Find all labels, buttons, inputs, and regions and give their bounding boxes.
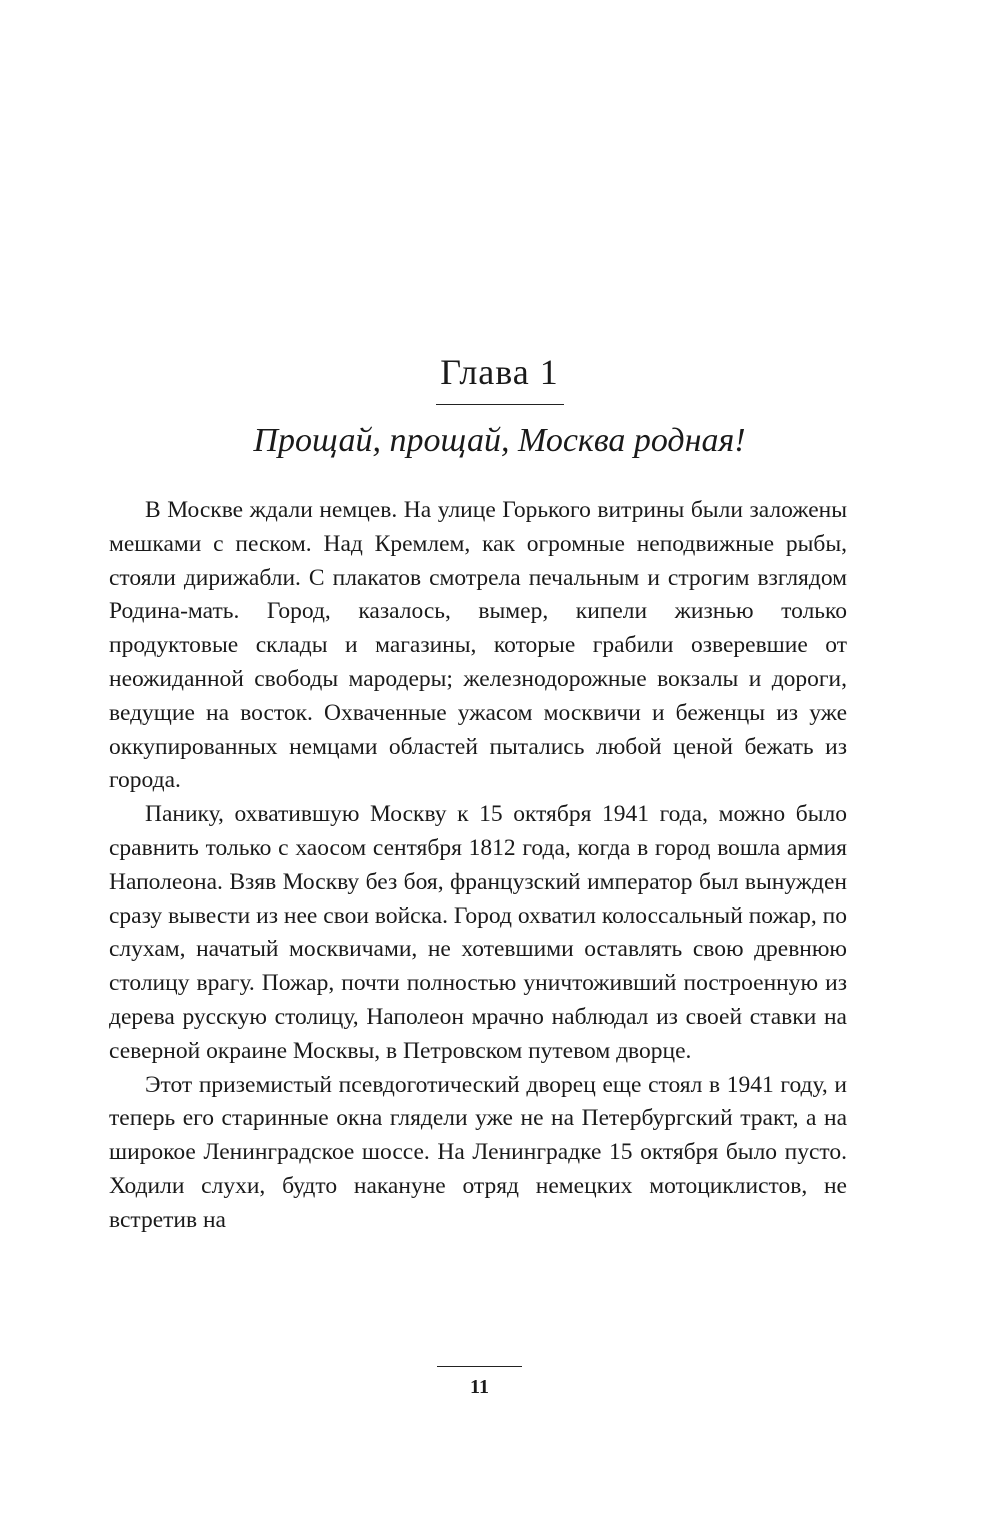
paragraph-1: В Москве ждали немцев. На улице Горького витрины были заложены мешками с песком. Над Кремлем, как огромные неподвижные рыбы, стояли дирижабли. С плакатов смотрела печальным и строгим взглядом Родина-мать. Город, казалось, вымер, кипели жизнью только продуктовые склады и магазины, которые грабили озверевшие от неожиданной свободы мародеры; железнодорожные вокзалы и дороги, ведущие на восток. Охваченные ужасом москвичи и беженцы из уже оккупированных немцами областей пытались любой ценой бежать из города. [109,497,847,794]
page-number: 11 [470,1376,489,1398]
chapter-heading [0,352,999,461]
chapter-title: Прощай, прощай, Москва родная! [253,422,746,459]
footer-divider [437,1366,522,1367]
paragraph-3: Этот приземистый псевдоготический дворец еще стоял в 1941 году, и теперь его старинные окна глядели уже не на Петербургский тракт, а на широкое Ленинградское шоссе. На Ленинградке 15 октября было пусто. Ходили слухи, будто накануне отряд немецких мотоциклистов, не встретив на [109,1071,847,1233]
paragraph-2: Панику, охватившую Москву к 15 октября 1941 года, можно было сравнить только с хаосом сентября 1812 года, когда в город вошла армия Наполеона. Взяв Москву без боя, французский император был вынужден сразу вывести из нее свои войска. Город охватил колоссальный пожар, по слухам, начатый москвичами, не хотевшими оставлять свою древнюю столицу врагу. Пожар, почти полностью уничтоживший построенную из дерева русскую столицу, Наполеон мрачно наблюдал из своей ставки на северной окраине Москвы, в Петровском путевом дворце. [109,801,847,1064]
body-text [109,494,847,1238]
chapter-divider [436,404,564,405]
chapter-label: Глава 1 [440,352,559,392]
